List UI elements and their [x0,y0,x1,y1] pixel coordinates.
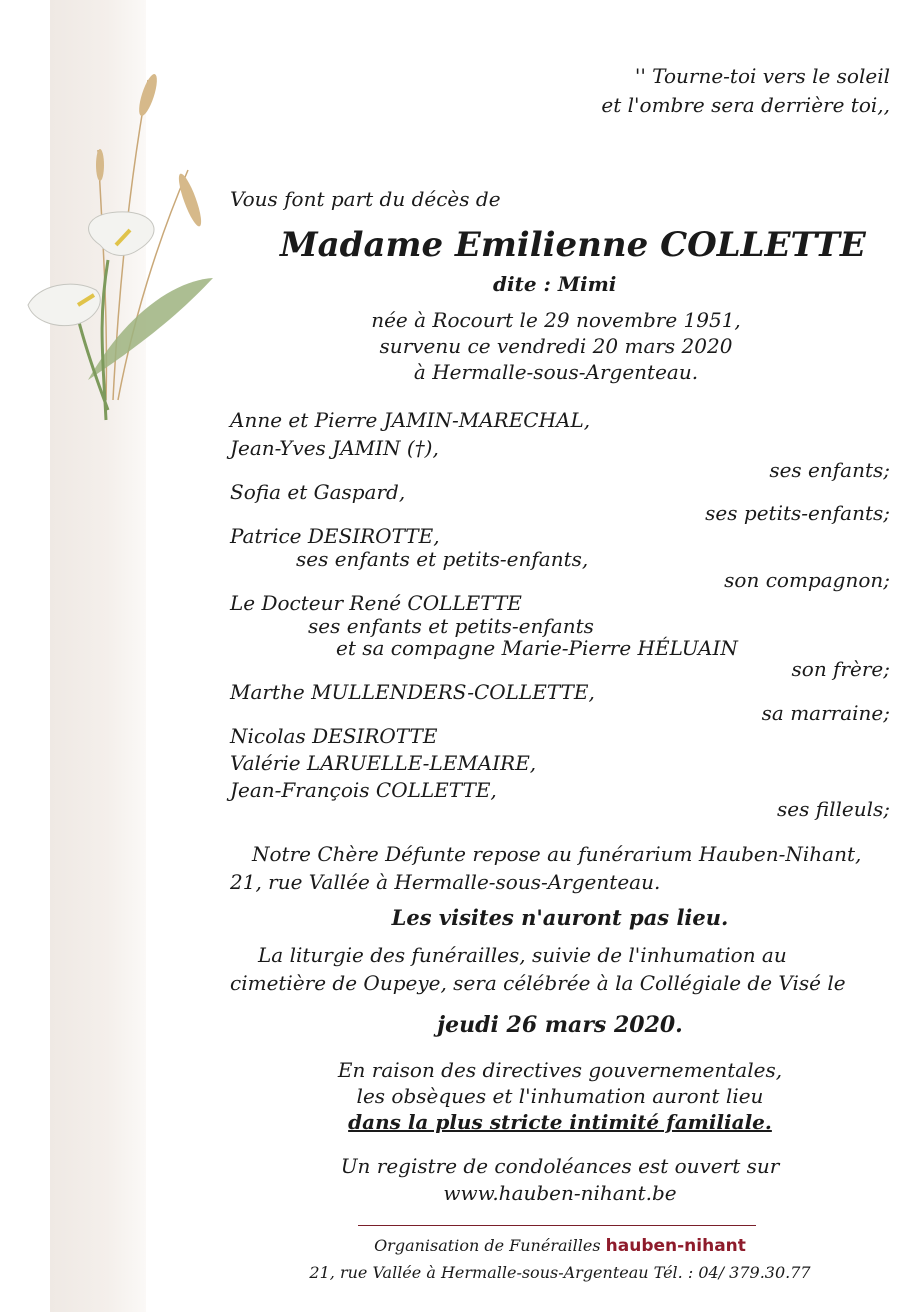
calla-flowers [28,212,154,326]
repose-line-2: 21, rue Vallée à Hermalle-sous-Argenteau. [230,870,661,894]
deceased-name: Madame Emilienne COLLETTE [280,225,866,265]
family-line: Le Docteur René COLLETTE [230,591,522,615]
quote-line-2: et l'ombre sera derrière toi,, [601,93,890,117]
family-line: Jean-François COLLETTE, [230,778,497,802]
covid-line-1: En raison des directives gouvernementales, [337,1058,783,1082]
register-line: Un registre de condoléances est ouvert sur [340,1154,780,1178]
relation-label: ses petits-enfants; [705,501,890,525]
quote-line-1: '' Tourne-toi vers le soleil [634,64,890,88]
birth-line: née à Rocourt le 29 novembre 1951, [371,308,741,332]
liturgy-line-1: La liturgie des funérailles, suivie de l'inhumation au [258,943,787,967]
family-line: Sofia et Gaspard, [230,480,406,504]
family-line: Jean-Yves JAMIN (†), [230,436,439,460]
footer-org-label: Organisation de Funérailles [374,1236,601,1255]
register-website-link[interactable]: www.hauben-nihant.be [443,1181,677,1205]
family-line: et sa compagne Marie-Pierre HÉLUAIN [336,636,738,660]
covid-line-3: dans la plus stricte intimité familiale. [348,1110,772,1134]
wheat-ears [96,72,205,228]
brand-logo: hauben-nihant [605,1236,746,1256]
death-line: survenu ce vendredi 20 mars 2020 [379,334,733,358]
liturgy-line-2: cimetière de Oupeye, sera célébrée à la Collégiale de Visé le [230,971,846,995]
footer-divider [358,1225,756,1226]
family-line: Valérie LARUELLE-LEMAIRE, [230,751,537,775]
relation-label: sa marraine; [761,701,890,725]
family-line: Anne et Pierre JAMIN-MARECHAL, [230,408,591,432]
relation-label: ses filleuls; [777,797,890,821]
family-line: ses enfants et petits-enfants [308,614,594,638]
footer-organisation [240,1236,880,1256]
relation-label: son compagnon; [724,568,890,592]
intro-text: Vous font part du décès de [230,187,501,211]
family-line: Patrice DESIROTTE, [230,524,440,548]
family-line: Nicolas DESIROTTE [230,724,438,748]
footer-address: 21, rue Vallée à Hermalle-sous-Argenteau Tél. : 04/ 379.30.77 [309,1263,811,1282]
deceased-nickname: dite : Mimi [493,272,617,296]
calla-lily-wheat-illustration [18,40,228,460]
place-line: à Hermalle-sous-Argenteau. [413,360,699,384]
ceremony-date: jeudi 26 mars 2020. [437,1012,683,1038]
visits-notice: Les visites n'auront pas lieu. [391,905,729,930]
stem-green [76,260,108,420]
repose-line-1: Notre Chère Défunte repose au funérarium Hauben-Nihant, [252,842,862,866]
family-line: ses enfants et petits-enfants, [296,547,589,571]
relation-label: ses enfants; [769,458,890,482]
family-line: Marthe MULLENDERS-COLLETTE, [230,680,595,704]
relation-label: son frère; [791,657,890,681]
covid-line-2: les obsèques et l'inhumation auront lieu [356,1084,764,1108]
